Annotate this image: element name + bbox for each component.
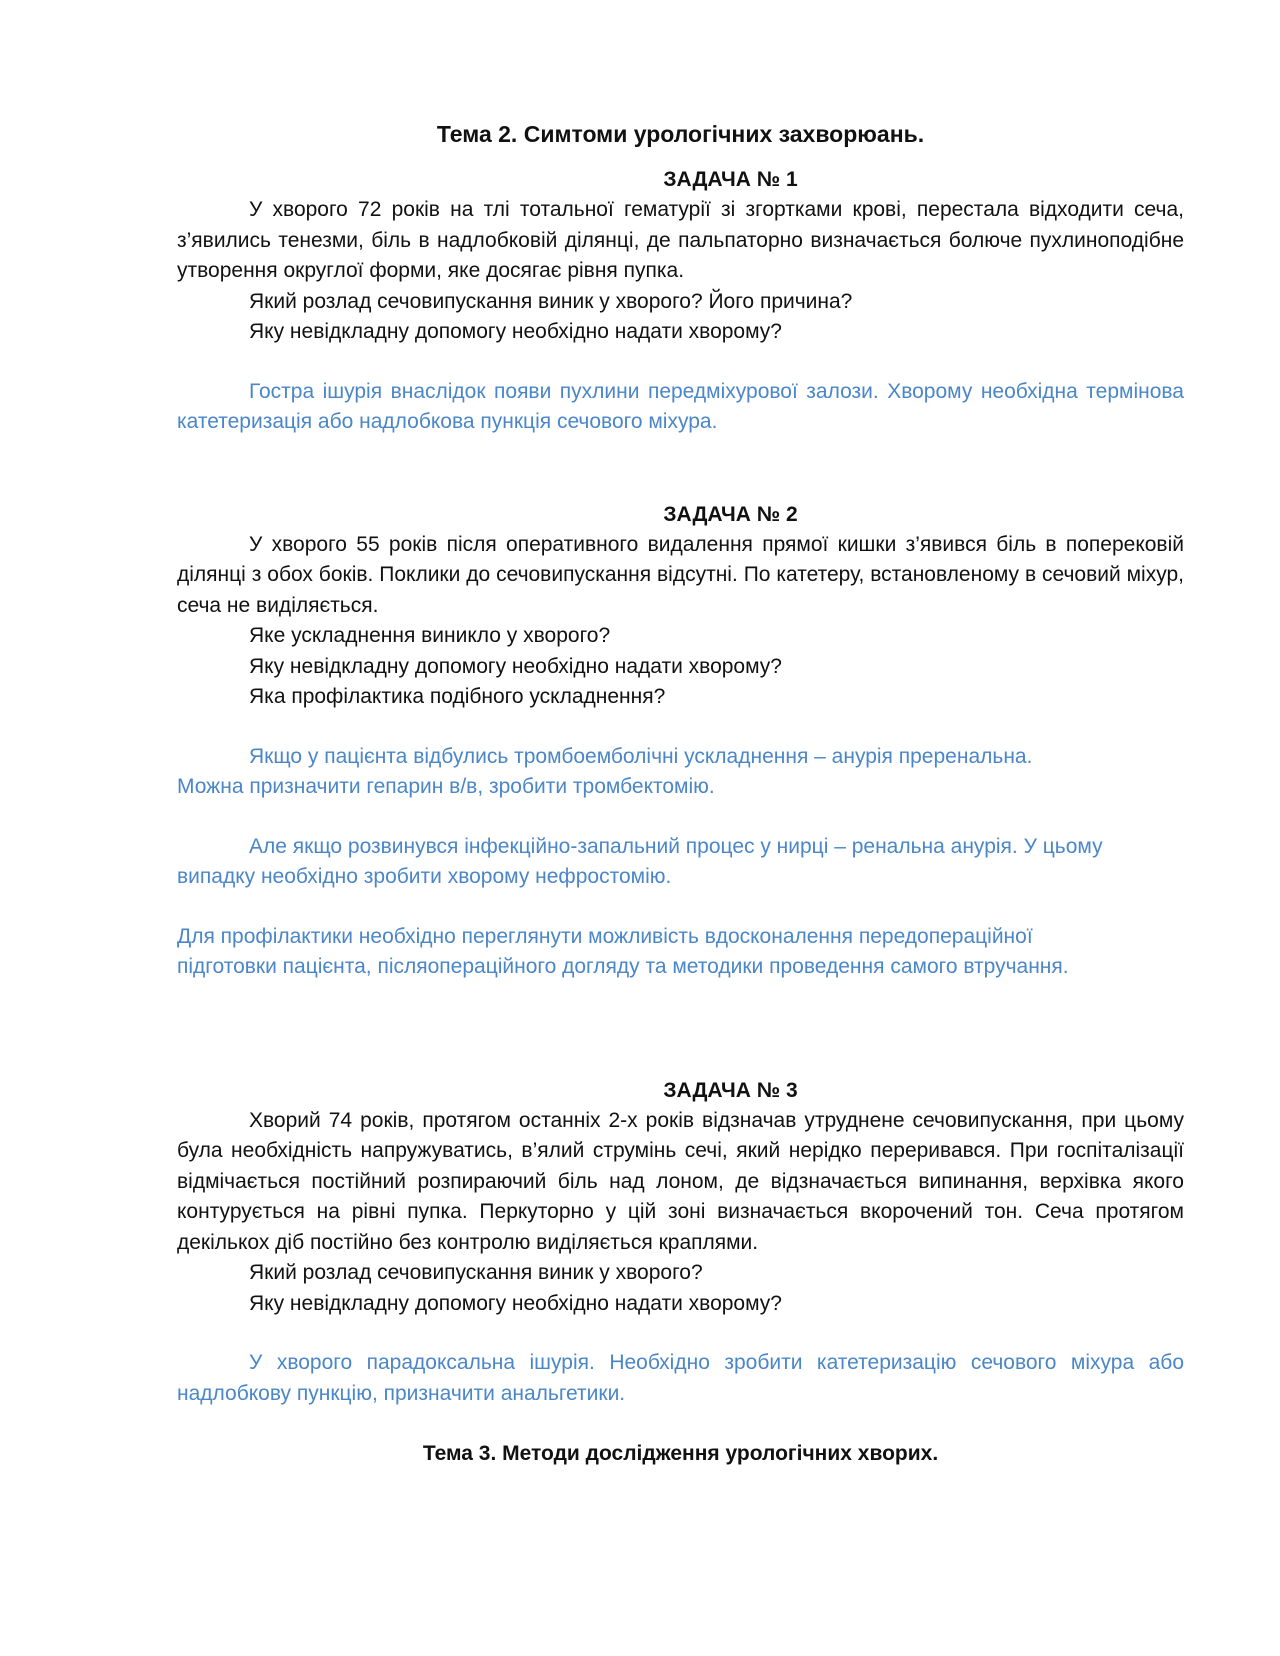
task-heading: ЗАДАЧА № 2 [663, 502, 798, 526]
task-question: Яку невідкладну допомогу необхідно надати хворому? [249, 320, 782, 343]
task-heading: ЗАДАЧА № 3 [663, 1078, 798, 1102]
next-topic-title: Тема 3. Методи дослідження урологічних хворих. [422, 1442, 939, 1465]
task-question: Який розлад сечовипускання виник у хворого? Його причина? [249, 289, 853, 313]
document-page [177, 118, 1184, 1469]
task-condition: У хворого 55 років після оперативного видалення прямої кишки з’явився біль в поперековій ділянці з обох боків. Поклики до сечовипускання відсутні. По катетеру, встановленому в сечовий міхур, сеча не виділяється. [177, 532, 1184, 617]
task-question: Яку невідкладну допомогу необхідно надати хворому? [249, 654, 782, 678]
task-2 [177, 499, 1184, 983]
task-answer-line: Для профілактики необхідно переглянути можливість вдосконалення передопераційної [177, 924, 1033, 948]
task-answer: Гостра ішурія внаслідок появи пухлини передміхурової залози. Хворому необхідна термінова катетеризація або надлобкова пункція сечового міхура. [177, 379, 1184, 433]
task-condition: Хворий 74 років, протягом останніх 2-х років відзначав утруднене сечовипускання, при цьому була необхідність напружуватись, в’ялий струмінь сечі, який нерідко переривався. При госпіталізації відмічається постійний розпираючий біль над лоном, де відзначається випинання, верхівка якого контурується на рівні пупка. Перкуторно у цій зоні визначається вкорочений тон. Сеча протягом декількох діб постійно без контролю виділяється краплями. [177, 1108, 1184, 1254]
task-3 [177, 1075, 1184, 1410]
task-answer: У хворого парадоксальна ішурія. Необхідно зробити катетеризацію сечового міхура або надлобкову пункцію, призначити анальгетики. [177, 1351, 1184, 1405]
task-question: Яку невідкладну допомогу необхідно надати хворому? [249, 1291, 782, 1315]
task-condition: У хворого 72 років на тлі тотальної гематурії зі згортками крові, перестала відходити сеча, з’явились тенезми, біль в надлобковій ділянці, де пальпаторно визначається болюче пухлиноподібне утворення округлої форми, яке досягає рівня пупка. [177, 198, 1184, 282]
task-1 [177, 164, 1184, 438]
task-heading: ЗАДАЧА № 1 [663, 168, 798, 191]
task-answer-line: підготовки пацієнта, післяопераційного догляду та методики проведення самого втручання. [177, 955, 1069, 978]
task-question: Який розлад сечовипускання виник у хворого? [249, 1261, 703, 1284]
task-question: Яка профілактика подібного ускладнення? [249, 685, 666, 708]
task-question: Яке ускладнення виникло у хворого? [249, 624, 611, 647]
task-answer-line: Можна призначити гепарин в/в, зробити тромбектомію. [177, 775, 715, 798]
task-answer-line: Якщо у пацієнта відбулись тромбоемболічні ускладнення – анурія преренальна. [249, 744, 1033, 768]
task-answer: Але якщо розвинувся інфекційно-запальний процес у нирці – ренальна анурія. У цьому випадку необхідно зробити хворому нефростомію. [177, 834, 1103, 888]
topic-title: Тема 2. Симтоми урологічних захворюань. [436, 121, 925, 147]
